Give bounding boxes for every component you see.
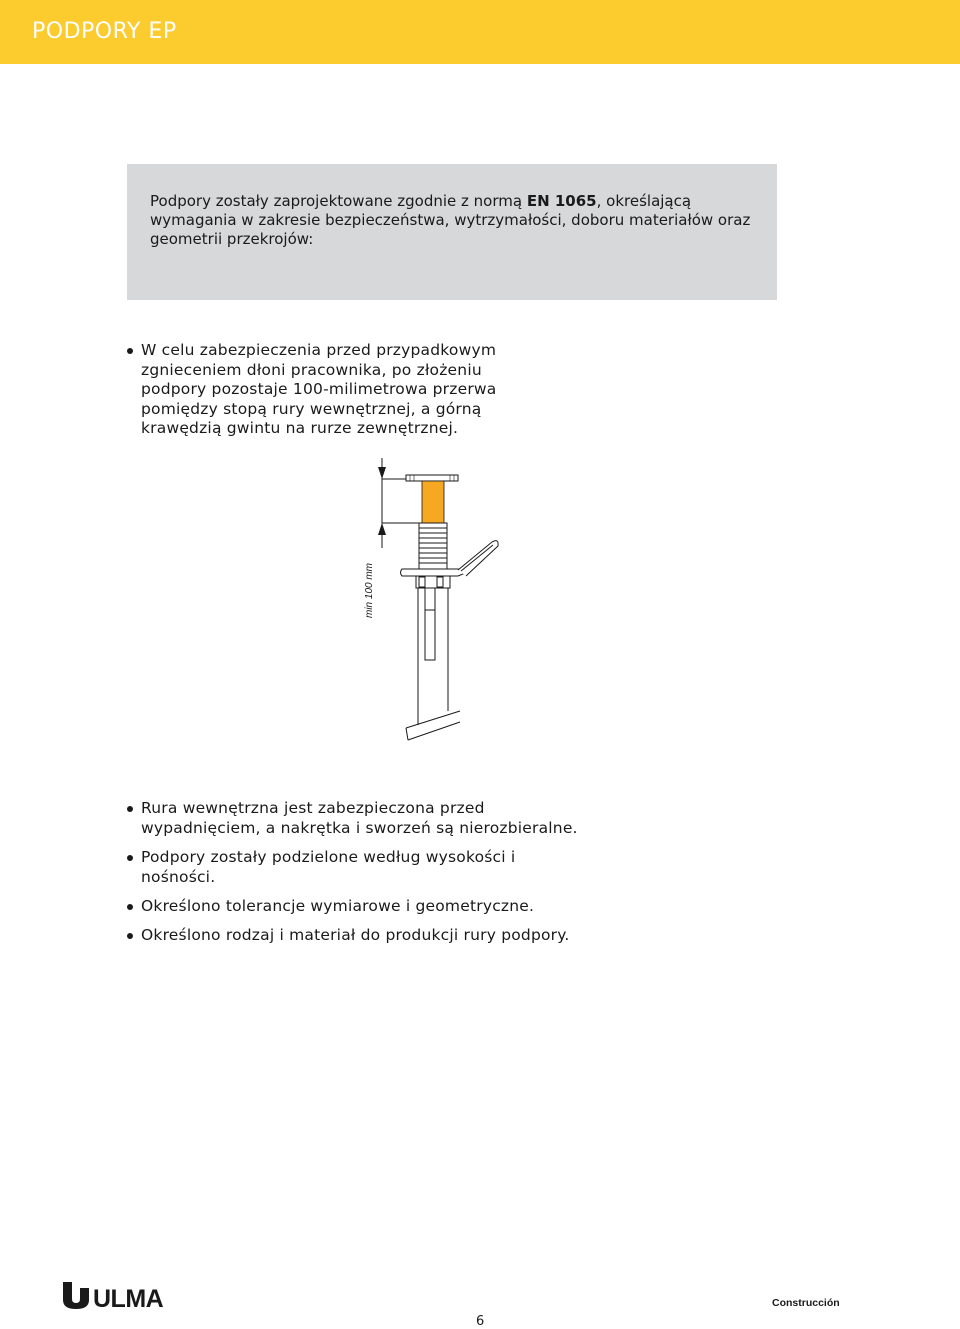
nut-handle: [401, 541, 499, 576]
page-title: PODPORY EP: [32, 19, 177, 44]
dimension-arrow-top: [378, 467, 386, 479]
base-plate: [406, 711, 460, 740]
bullet-material-text: Określono rodzaj i materiał do produkcji rury podpory.: [141, 926, 570, 944]
bullet-gap-text: W celu zabezpieczenia przed przypadkowym zgnieceniem dłoni pracownika, po złożeniu podpory pozostaje 100-milimetrowa przerwa pomiędzy stopą rury wewnętrznej, a górną krawędzią gwintu na rurze zewnętrznej.: [141, 341, 497, 437]
bullet-tube-text: Rura wewnętrzna jest zabezpieczona przed wypadnięciem, a nakrętka i sworzeń są nierozbieralne.: [141, 799, 578, 837]
page-number: 6: [476, 1314, 485, 1329]
intro-box: [127, 164, 777, 300]
intro-text: [150, 192, 760, 249]
bullet-dot: [127, 904, 133, 910]
bullet-dot: [127, 933, 133, 939]
bullet-dot: [127, 806, 133, 812]
dimension-label: min 100 mm: [364, 562, 375, 618]
pin-block: [416, 576, 450, 588]
ulma-logo: [62, 1282, 174, 1310]
prop-diagram: [355, 455, 515, 745]
bullet-dot: [127, 855, 133, 861]
thread: [419, 523, 447, 569]
bullet-heights-text: Podpory zostały podzielone według wysokości i nośności.: [141, 848, 516, 886]
intro-text-part2: , określającą wymagania w zakresie bezpieczeństwa, wytrzymałości, doboru materiałów oraz geometrii przekrojów:: [150, 192, 751, 248]
inner-tube: [422, 481, 444, 523]
dimension-arrow-bottom: [378, 523, 386, 535]
intro-text-part1: Podpory zostały zaprojektowane zgodnie z normą: [150, 192, 527, 210]
footer-division: Construcción: [772, 1297, 840, 1309]
intro-norm: EN 1065: [526, 192, 597, 210]
bullet-tolerances-text: Określono tolerancje wymiarowe i geometryczne.: [141, 897, 535, 915]
ulma-logo-text: ULMA: [93, 1285, 164, 1310]
outer-tube: [418, 588, 448, 725]
header-bar: [0, 0, 960, 64]
bullet-dot: [127, 348, 133, 354]
